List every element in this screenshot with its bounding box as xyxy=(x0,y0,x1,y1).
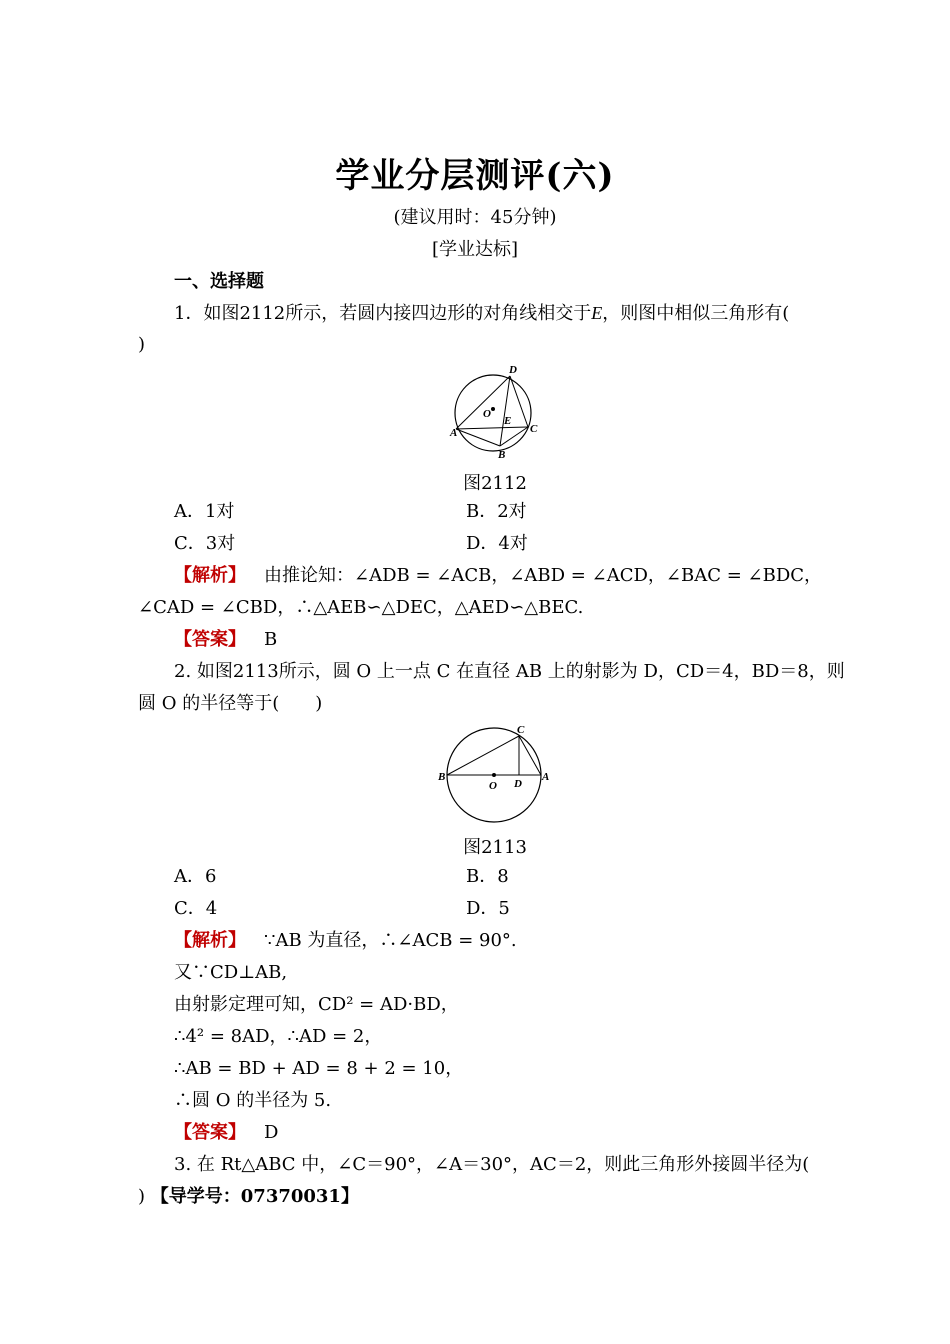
label-a: A xyxy=(450,427,458,439)
label-o: O xyxy=(483,408,491,420)
label-b: B xyxy=(438,771,446,783)
q2-step-1: 又∵CD⊥AB, xyxy=(174,962,288,983)
q2-option-d: D．5 xyxy=(466,898,510,919)
line-bd xyxy=(500,376,510,446)
q3-stem-line2 xyxy=(138,1185,359,1209)
line-ca xyxy=(519,736,541,775)
q2-stem-line2: 圆 O 的半径等于( ) xyxy=(138,693,323,714)
line-ab xyxy=(456,429,500,446)
q2-answer-tag: 【答案】 xyxy=(174,1122,246,1143)
q1-option-c: C．3对 xyxy=(174,533,236,554)
line-bc xyxy=(447,736,519,775)
q2-figure-caption: 图2113 xyxy=(463,837,527,858)
q3-close-paren: ) xyxy=(138,1186,146,1207)
label-d: D xyxy=(509,364,517,376)
label-b: B xyxy=(498,449,506,461)
label-o: O xyxy=(489,780,497,792)
label-e: E xyxy=(504,415,512,427)
q2-option-a: A．6 xyxy=(174,866,217,887)
line-ac xyxy=(456,427,528,429)
q1-var-e: E xyxy=(591,303,603,323)
level-heading: [学业达标] xyxy=(431,239,519,260)
q1-option-d: D．4对 xyxy=(466,533,528,554)
line-dc xyxy=(510,376,528,427)
q2-stem-line1: 2. 如图2113所示，圆 O 上一点 C 在直径 AB 上的射影为 D，CD＝4，BD＝8，则 xyxy=(174,661,845,682)
q1-answer-value: B xyxy=(264,629,278,650)
label-a: A xyxy=(542,771,550,783)
q2-option-c: C．4 xyxy=(174,898,218,919)
q2-analysis-tag: 【解析】 xyxy=(174,930,246,951)
q2-step-3: ∴4² = 8AD，∴AD = 2， xyxy=(174,1026,383,1047)
q2-step-2: 由射影定理可知，CD² = AD·BD， xyxy=(174,994,459,1015)
q2-step-5: ∴圆 O 的半径为 5. xyxy=(174,1090,332,1111)
q1-analysis-line2: ∠CAD = ∠CBD，∴△AEB∽△DEC，△AED∽△BEC. xyxy=(138,597,584,618)
q1-analysis-tag: 【解析】 xyxy=(174,565,246,586)
q1-stem-close: ) xyxy=(138,334,146,355)
line-bc xyxy=(500,427,528,446)
q2-analysis xyxy=(174,929,517,953)
line-ad xyxy=(456,376,510,429)
label-d: D xyxy=(514,778,522,790)
q1-analysis xyxy=(174,564,822,588)
q1-answer-tag: 【答案】 xyxy=(174,629,246,650)
q2-analysis-line1: ∵AB 为直径，∴∠ACB = 90°. xyxy=(264,930,517,951)
q2-answer-value: D xyxy=(264,1122,279,1143)
figure-2113 xyxy=(432,720,556,824)
figure-2112 xyxy=(446,362,546,462)
q1-stem xyxy=(174,301,789,326)
page-title: 学业分层测评(六) xyxy=(335,156,615,196)
q2-option-b: B．8 xyxy=(466,866,509,887)
q2-answer xyxy=(174,1121,278,1145)
q1-analysis-line1: 由推论知：∠ADB = ∠ACB，∠ABD = ∠ACD，∠BAC = ∠BDC， xyxy=(264,565,823,586)
q3-stem-line1: 3. 在 Rt△ABC 中，∠C＝90°，∠A＝30°，AC＝2，则此三角形外接圆半径为( xyxy=(174,1154,810,1175)
q3-guide-number: 【导学号：07370031】 xyxy=(150,1186,359,1207)
q1-option-a: A．1对 xyxy=(174,501,235,522)
section-label: 一、选择题 xyxy=(174,271,264,292)
time-hint: (建议用时：45分钟) xyxy=(393,207,557,228)
q1-text-a: 1．如图2112所示，若圆内接四边形的对角线相交于 xyxy=(174,303,592,324)
label-c: C xyxy=(530,423,538,435)
q1-figure-caption: 图2112 xyxy=(463,473,527,494)
label-c: C xyxy=(517,724,525,736)
q1-text-b: ，则图中相似三角形有( xyxy=(602,303,790,324)
circle xyxy=(455,375,531,451)
center-dot xyxy=(492,773,496,777)
q2-step-4: ∴AB = BD + AD = 8 + 2 = 10， xyxy=(174,1058,464,1079)
q1-answer xyxy=(174,628,277,652)
q1-option-b: B．2对 xyxy=(466,501,527,522)
center-dot xyxy=(491,407,495,411)
